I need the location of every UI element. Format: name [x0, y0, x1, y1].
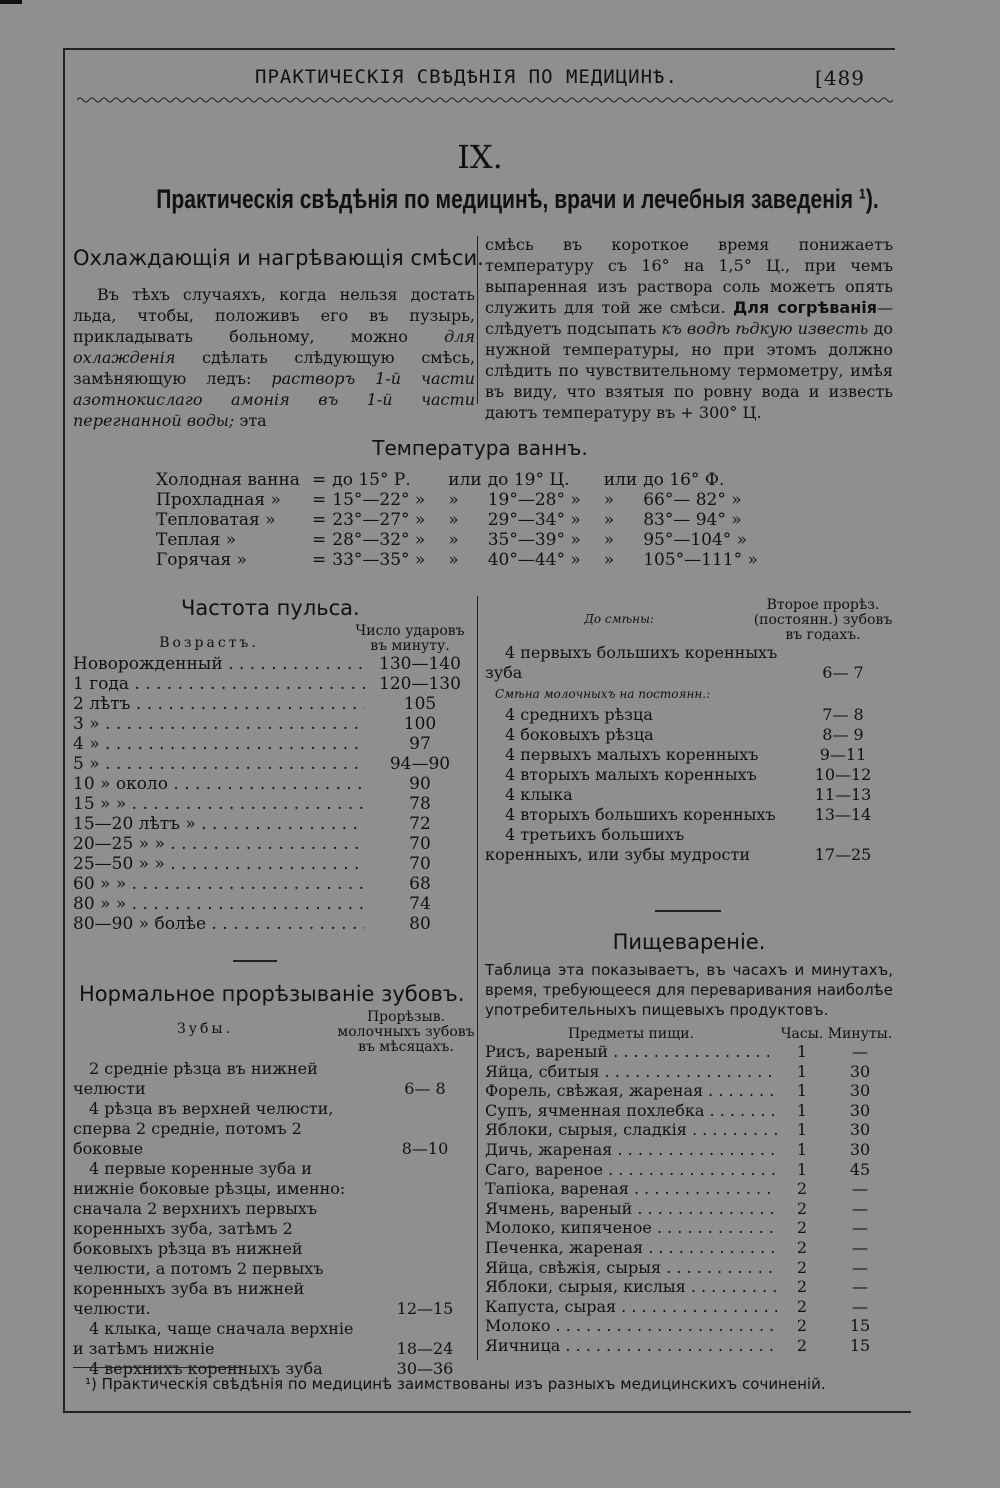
pulse-row [73, 694, 475, 714]
teething-months: 30—36 [396, 1359, 454, 1378]
pulse-age: 15—20 лѣтъ » . . . [73, 814, 365, 834]
second-teeth-years: 6— 7 [822, 663, 864, 682]
baths-cell-m2: » [603, 510, 615, 530]
second-teeth-years: 9—11 [819, 745, 867, 764]
book-page [63, 48, 895, 1413]
second-teeth-text: 4 клыка [505, 785, 573, 804]
digestion-food: Яйца, сбитыя . . . [485, 1062, 777, 1082]
baths-cell-name: Тепловатая » [156, 510, 276, 530]
digestion-minutes: 30 [849, 1081, 871, 1101]
digestion-col-minutes: Минуты. [827, 1026, 893, 1042]
pulse-age: 3 » . . . [73, 714, 365, 734]
baths-cell-m2: » [603, 550, 615, 570]
pulse-age: 25—50 » » . . . [73, 854, 365, 874]
second-teeth-years: 11—13 [814, 785, 872, 804]
footnote-rule [73, 1367, 243, 1368]
teething-text: 4 рѣзца въ верхней челюсти, сперва 2 средніе, потомъ 2 боковые [73, 1099, 334, 1158]
teething-section [73, 982, 475, 1379]
pulse-row [73, 794, 475, 814]
baths-cell-c: 19°—28° » [487, 490, 581, 510]
pulse-beats: 72 [409, 814, 431, 834]
wavy-rule [77, 96, 895, 104]
second-teeth-col-right: Второе прорѣз. (постоянн.) зубовъ въ годахъ. [753, 597, 893, 643]
digestion-food: Молоко . . . [485, 1316, 777, 1336]
baths-row [153, 530, 761, 550]
pulse-age: Новорожденный . . . [73, 654, 365, 674]
second-teeth-years: 10—12 [814, 765, 872, 784]
baths-cell-f: до 16° Ф. [643, 470, 725, 490]
digestion-hours: 2 [796, 1237, 808, 1257]
teething-months: 6— 8 [404, 1079, 446, 1098]
baths-cell-m1: » [448, 510, 459, 530]
digestion-food: Яйца, свѣжія, сырыя . . . [485, 1258, 777, 1278]
digestion-hours: 2 [796, 1179, 808, 1199]
baths-cell-c: 29°—34° » [487, 510, 581, 530]
digestion-food: Яичница . . . [485, 1336, 777, 1356]
pulse-row [73, 834, 475, 854]
pulse-row [73, 914, 475, 934]
second-teeth-text: 4 вторыхъ малыхъ коренныхъ [505, 765, 757, 784]
second-teeth-text: 4 вторыхъ большихъ коренныхъ [505, 805, 776, 824]
second-teeth-row [485, 825, 893, 865]
second-teeth-rows [485, 705, 893, 865]
pulse-beats: 120—130 [379, 674, 461, 694]
pulse-beats: 100 [403, 714, 437, 734]
baths-cell-f: 66°— 82° » [643, 490, 742, 510]
second-teeth-row [485, 705, 893, 725]
pulse-beats: 94—90 [389, 754, 451, 774]
cooling-heading: Охлаждающія и нагрѣвающія смѣси. [73, 246, 484, 270]
baths-row [153, 470, 761, 490]
digestion-food: Супъ, ячменная похлебка . . . [485, 1101, 777, 1121]
page-bottom-rule [65, 1411, 911, 1413]
digestion-hours: 1 [796, 1159, 808, 1179]
digestion-minutes: 45 [849, 1159, 871, 1179]
digestion-row [485, 1120, 893, 1140]
digestion-hours: 2 [796, 1257, 808, 1277]
digestion-hours: 2 [796, 1316, 808, 1336]
digestion-minutes: — [852, 1042, 868, 1061]
digestion-col-food: Предметы пищи. [567, 1026, 695, 1042]
second-teeth-section [485, 598, 893, 865]
baths-cell-name: Прохладная » [156, 490, 281, 510]
digestion-food: Форель, свѣжая, жареная . . . [485, 1081, 777, 1101]
baths-cell-r: до 15° Р. [332, 470, 411, 490]
baths-cell-f: 95°—104° » [643, 530, 748, 550]
pulse-rows [73, 654, 475, 934]
digestion-food: Капуста, сырая . . . [485, 1297, 777, 1317]
baths-cell-r: 23°—27° » [332, 510, 426, 530]
baths-cell-q: = [312, 550, 327, 570]
baths-cell-m1: » [448, 490, 459, 510]
second-teeth-row [485, 805, 893, 825]
baths-cell-f: 105°—111° » [643, 550, 758, 570]
second-teeth-row [485, 725, 893, 745]
pulse-age: 4 » . . . [73, 734, 365, 754]
pulse-age: 5 » . . . [73, 754, 365, 774]
page-number: [489 [815, 66, 865, 90]
baths-cell-name: Холодная ванна [156, 470, 300, 490]
digestion-minutes: 30 [849, 1061, 871, 1081]
digestion-hours: 1 [796, 1120, 808, 1140]
baths-cell-m2: » [603, 490, 615, 510]
digestion-hours: 1 [796, 1139, 808, 1159]
digestion-hours: 2 [796, 1277, 808, 1297]
teething-row [73, 1159, 475, 1319]
pulse-age: 2 лѣтъ . . . [73, 694, 365, 714]
second-teeth-text: 4 первыхъ большихъ коренныхъ зуба [485, 643, 778, 682]
digestion-col-hours: Часы. [780, 1026, 824, 1042]
chapter-number: IX. [457, 138, 503, 176]
baths-cell-q: = [312, 510, 327, 530]
digestion-row [485, 1140, 893, 1160]
digestion-row [485, 1218, 893, 1238]
digestion-food: Тапіока, вареная . . . [485, 1179, 777, 1199]
baths-row [153, 510, 761, 530]
pulse-col-beats: Число ударовъ въ минуту. [355, 623, 465, 654]
footnote: ¹) Практическія свѣдѣнія по медицинѣ заимствованы изъ разныхъ медицинскихъ сочиненій. [85, 1375, 826, 1393]
digestion-food: Молоко, кипяченое . . . [485, 1218, 777, 1238]
pulse-age: 60 » » . . . [73, 874, 365, 894]
baths-cell-name: Теплая » [156, 530, 237, 550]
digestion-minutes: — [852, 1179, 868, 1199]
digestion-hours: 1 [796, 1042, 808, 1061]
digestion-section [485, 930, 893, 1356]
digestion-food: Саго, вареное . . . [485, 1160, 777, 1180]
digestion-row [485, 1277, 893, 1297]
digestion-row [485, 1062, 893, 1082]
teething-rows [73, 1059, 475, 1379]
second-teeth-text: 4 третьихъ большихъ коренныхъ, или зубы мудрости [485, 825, 751, 864]
digestion-minutes: — [852, 1277, 868, 1297]
chapter-title: Практическія свѣдѣнія по медицинѣ, врачи и лечебныя заведенія ¹). [156, 184, 879, 214]
teething-text: 4 первые коренные зуба и нижніе боковые рѣзцы, именно: сначала 2 верхнихъ первыхъ коренныхъ зуба, затѣмъ 2 боковыхъ рѣзца въ нижней челюсти, а потомъ 2 первыхъ коренныхъ зуба въ нижней челюсти. [73, 1159, 346, 1318]
cooling-section [73, 246, 484, 431]
pulse-row [73, 654, 475, 674]
pulse-beats: 80 [409, 914, 431, 934]
digestion-minutes: — [852, 1218, 868, 1238]
digestion-row [485, 1336, 893, 1356]
digestion-row [485, 1101, 893, 1121]
baths-cell-m2: » [603, 530, 615, 550]
pulse-age: 15 » » . . . [73, 794, 365, 814]
digestion-row [485, 1042, 893, 1062]
baths-cell-r: 15°—22° » [332, 490, 426, 510]
pulse-row [73, 774, 475, 794]
second-teeth-years: 17—25 [814, 845, 872, 864]
baths-row [153, 550, 761, 570]
digestion-food: Рисъ, вареный . . . [485, 1042, 777, 1062]
digestion-hours: 2 [796, 1335, 808, 1355]
baths-cell-c: 40°—44° » [487, 550, 581, 570]
section-divider-right [655, 910, 721, 912]
pulse-age: 80—90 » болѣе . . . [73, 914, 365, 934]
pulse-col-age: Возрастъ. [159, 635, 259, 651]
pulse-age: 20—25 » » . . . [73, 834, 365, 854]
pulse-beats: 90 [409, 774, 431, 794]
second-teeth-row [485, 643, 893, 683]
running-title: ПРАКТИЧЕСКІЯ СВѢДѢНІЯ ПО МЕДИЦИНѢ. [255, 66, 678, 88]
digestion-heading: Пищевареніе. [612, 930, 766, 954]
digestion-rows [485, 1042, 893, 1356]
teething-text: 4 клыка, чаще сначала верхніе и затѣмъ нижніе [73, 1319, 354, 1358]
baths-cell-m2: или [603, 470, 638, 490]
second-teeth-text: 4 первыхъ малыхъ коренныхъ [505, 745, 759, 764]
teething-row [73, 1099, 475, 1159]
digestion-food: Дичь, жареная . . . [485, 1140, 777, 1160]
digestion-intro: Таблица эта показываетъ, въ часахъ и минутахъ, время, требующееся для переваривания наиболѣе употребительныхъ пищевыхъ продуктовъ. [485, 961, 893, 1019]
baths-cell-q: = [312, 490, 327, 510]
digestion-hours: 2 [796, 1198, 808, 1218]
second-teeth-years: 8— 9 [822, 725, 864, 744]
digestion-hours: 1 [796, 1081, 808, 1101]
running-head [65, 66, 895, 96]
pulse-row [73, 734, 475, 754]
section-divider-left [233, 960, 277, 962]
second-teeth-change-label: Смѣна молочныхъ на постоянн.: [495, 687, 711, 701]
digestion-row [485, 1297, 893, 1317]
pulse-beats: 74 [409, 894, 431, 914]
pulse-beats: 70 [409, 834, 431, 854]
teething-months: 18—24 [396, 1339, 454, 1358]
second-teeth-row [485, 765, 893, 785]
digestion-minutes: 15 [849, 1316, 871, 1336]
digestion-row [485, 1316, 893, 1336]
teething-row [73, 1059, 475, 1099]
second-teeth-text: 4 среднихъ рѣзца [505, 705, 653, 724]
digestion-minutes: 30 [849, 1100, 871, 1120]
second-teeth-years: 7— 8 [822, 705, 864, 724]
corner-mark [0, 0, 22, 4]
digestion-food: Яблоки, сырыя, сладкія . . . [485, 1120, 777, 1140]
second-teeth-row [485, 745, 893, 765]
cooling-text-right: смѣсь въ короткое время понижаетъ температуру съ 16° на 1,5° Ц., при чемъ выпаренная изъ раствора соль можетъ опять служить для той же смѣси. Для согрѣванія—слѣдуетъ подсыпать къ водѣ ѣдкую известь до нужной температуры, но при этомъ должно слѣдить по чувствительному термометру, имѣя въ виду, что взятыя по ровну вода и известь даютъ температуру въ + 300° Ц. [485, 235, 894, 422]
digestion-row [485, 1199, 893, 1219]
digestion-minutes: — [852, 1237, 868, 1257]
second-teeth-first-row [485, 643, 893, 683]
digestion-food: Печенка, жареная . . . [485, 1238, 777, 1258]
baths-cell-q: = [312, 470, 327, 490]
pulse-row [73, 714, 475, 734]
pulse-row [73, 894, 475, 914]
digestion-row [485, 1160, 893, 1180]
teething-col-months: Прорѣзыв. молочныхъ зубовъ въ мѣсяцахъ. [337, 1009, 475, 1055]
digestion-hours: 1 [796, 1061, 808, 1081]
digestion-minutes: 30 [849, 1120, 871, 1140]
baths-cell-r: 28°—32° » [332, 530, 426, 550]
teething-heading: Нормальное прорѣзываніе зубовъ. [79, 982, 465, 1006]
pulse-row [73, 854, 475, 874]
teething-row [73, 1319, 475, 1359]
teething-text: 4 верхнихъ коренныхъ зуба [89, 1359, 323, 1378]
digestion-minutes: 15 [849, 1335, 871, 1355]
digestion-minutes: — [852, 1198, 868, 1218]
digestion-food: Яблоки, сырыя, кислыя . . . [485, 1277, 777, 1297]
pulse-age: 10 » около . . . [73, 774, 365, 794]
digestion-minutes: — [852, 1257, 868, 1277]
pulse-section [73, 596, 475, 934]
pulse-row [73, 874, 475, 894]
digestion-minutes: — [852, 1296, 868, 1316]
baths-row [153, 490, 761, 510]
second-teeth-col-left: До смѣны: [584, 612, 654, 626]
baths-cell-m1: или [448, 470, 482, 490]
pulse-row [73, 754, 475, 774]
baths-heading: Температура ваннъ. [372, 436, 588, 460]
pulse-beats: 130—140 [379, 654, 461, 674]
digestion-row [485, 1258, 893, 1278]
second-teeth-row [485, 785, 893, 805]
pulse-beats: 68 [409, 874, 431, 894]
digestion-hours: 2 [796, 1296, 808, 1316]
pulse-row [73, 814, 475, 834]
pulse-heading: Частота пульса. [181, 596, 360, 620]
baths-cell-r: 33°—35° » [332, 550, 426, 570]
pulse-beats: 97 [409, 734, 431, 754]
digestion-row [485, 1238, 893, 1258]
pulse-age: 80 » » . . . [73, 894, 365, 914]
teething-col-teeth: Зубы. [177, 1021, 233, 1037]
cooling-continued [485, 234, 893, 423]
digestion-minutes: 30 [849, 1139, 871, 1159]
second-teeth-years: 13—14 [814, 805, 872, 824]
cooling-text-left: Въ тѣхъ случаяхъ, когда нельзя достать льда, чтобы, положивъ его въ пузырь, прикладывать больному, можно для охлажденія сдѣлать слѣдующую смѣсь, замѣняющую ледъ: растворъ 1-й части азотнокислаго амонія въ 1-й части перегнанной воды; эта [73, 285, 475, 430]
second-teeth-text: 4 боковыхъ рѣзца [505, 725, 654, 744]
pulse-beats: 78 [409, 794, 431, 814]
digestion-hours: 2 [796, 1218, 808, 1238]
baths-cell-m1: » [448, 530, 459, 550]
baths-cell-c: 35°—39° » [487, 530, 581, 550]
baths-cell-m1: » [448, 550, 459, 570]
pulse-row [73, 674, 475, 694]
digestion-row [485, 1179, 893, 1199]
baths-table [153, 470, 761, 570]
digestion-hours: 1 [796, 1100, 808, 1120]
digestion-row [485, 1081, 893, 1101]
pulse-beats: 70 [409, 854, 431, 874]
baths-cell-q: = [312, 530, 327, 550]
teething-months: 8—10 [401, 1139, 449, 1158]
baths-cell-c: до 19° Ц. [487, 470, 570, 490]
pulse-beats: 105 [403, 694, 437, 714]
pulse-age: 1 года . . . [73, 674, 365, 694]
digestion-food: Ячмень, вареный . . . [485, 1199, 777, 1219]
column-rule-bottom [477, 596, 478, 1360]
baths-cell-name: Горячая » [156, 550, 248, 570]
teething-months: 12—15 [396, 1299, 454, 1318]
baths-cell-f: 83°— 94° » [643, 510, 742, 530]
teething-text: 2 средніе рѣзца въ нижней челюсти [73, 1059, 318, 1098]
